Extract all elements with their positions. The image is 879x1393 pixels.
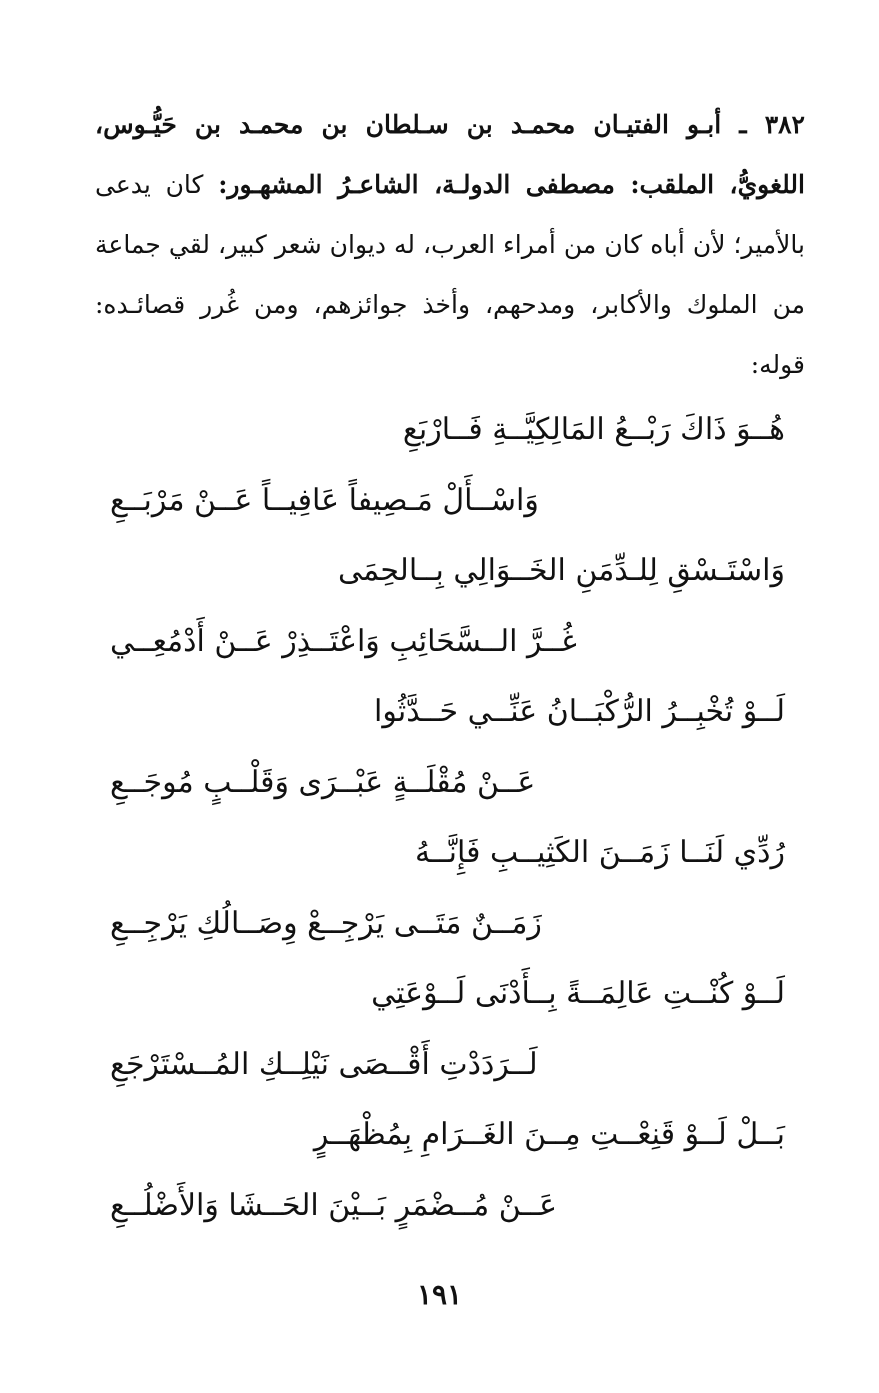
- verse-hemistich: عَــنْ مُــضْمَرٍ بَــيْنَ الحَــشَا وَالأَضْلُــعِ: [110, 1187, 558, 1223]
- verse-hemistich: لَــوْ كُنْــتِ عَالِمَــةً بِــأَدْنَى لَــوْعَتِي: [371, 976, 785, 1011]
- verse-hemistich: هُــوَ ذَاكَ رَبْــعُ المَالِكِيَّــةِ فَــارْبَعِ: [402, 412, 785, 447]
- verse-hemistich: لَــرَدَدْتِ أَقْــصَى نَيْلِــكِ المُــسْتَرْجَعِ: [110, 1046, 538, 1082]
- verse-hemistich: بَــلْ لَــوْ قَنِعْــتِ مِــنَ الغَــرَامِ بِمُظْهَــرٍ: [313, 1117, 785, 1152]
- entry-line-2: [95, 155, 805, 215]
- entry-line-5: قوله:: [750, 350, 805, 379]
- verse-hemistich: وَاسْــأَلْ مَـصِيفاً عَافِيــاً عَــنْ مَرْبَــعِ: [110, 482, 539, 518]
- page-number: ١٩١: [416, 1278, 463, 1311]
- entry-line-2-rest: كان يدعى: [95, 170, 219, 199]
- entry-titles: اللغويُّ، الملقب: مصطفى الدولـة، الشاعـرُ المشهـور:: [218, 170, 805, 199]
- poem: [95, 400, 825, 1246]
- verse-hemistich: غُــرَّ الــسَّحَائِبِ وَاعْتَــذِرْ عَــنْ أَدْمُعِــي: [110, 623, 577, 659]
- entry-heading: ٣٨٢ ـ أبـو الفتيـان محمـد بن سـلطان بن محمـد بن حَيُّـوس،: [95, 110, 805, 139]
- entry-line-3: بالأمير؛ لأن أباه كان من أمراء العرب، له ديوان شعر كبير، لقي جماعة: [95, 230, 805, 259]
- verse-hemistich: رُدِّي لَنَــا زَمَــنَ الكَثِيــبِ فَإِنَّــهُ: [414, 835, 785, 870]
- verse-hemistich: زَمَــنٌ مَتَــى يَرْجِــعْ وِصَــالُكِ يَرْجِــعِ: [110, 905, 542, 941]
- biography-entry: [95, 95, 805, 395]
- verse-hemistich: وَاسْتَـسْقِ لِلـدِّمَنِ الخَــوَالِي بِــالحِمَى: [337, 553, 785, 588]
- verse-hemistich: لَــوْ تُخْبِــرُ الرُّكْبَــانُ عَنِّــي حَــدَّثُوا: [374, 694, 785, 729]
- entry-line-4: من الملوك والأكابر، ومدحهم، وأخذ جوائزهم، ومن غُرر قصائـده:: [95, 290, 805, 319]
- verse-hemistich: عَــنْ مُقْلَــةٍ عَبْــرَى وَقَلْــبٍ مُوجَــعِ: [110, 764, 536, 800]
